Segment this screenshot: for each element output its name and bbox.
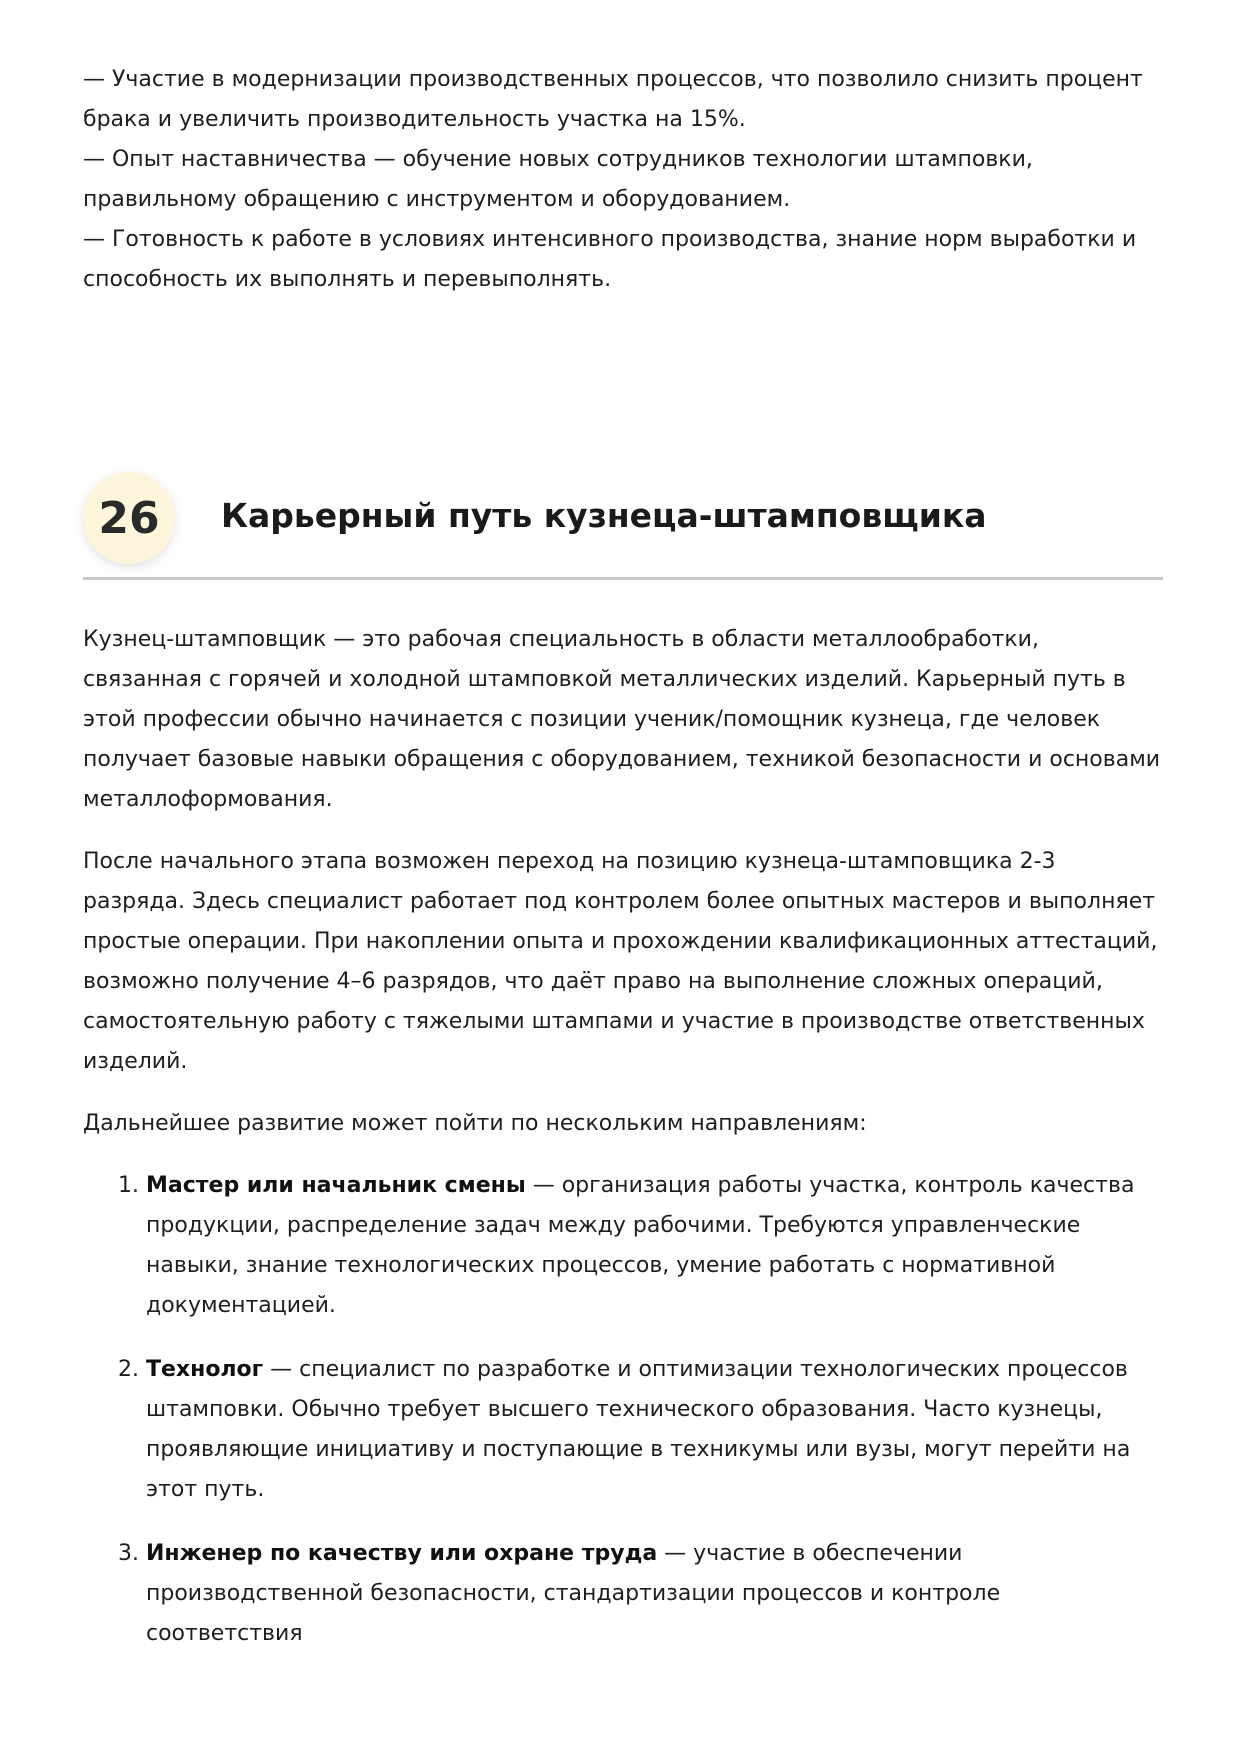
intro-line: правильному обращению с инструментом и оборудованием. xyxy=(83,187,791,212)
paragraph: Кузнец-штамповщик — это рабочая специальность в области металлообработки, связанная с горячей и холодной штамповкой металлических изделий. Карьерный путь в этой профессии обычно начинается с позиции ученик/помощник кузнеца, где человек получает базовые навыки обращения с оборудованием, техникой безопасности и основами металлоформования. xyxy=(83,627,1161,812)
intro-line: — Опыт наставничества — обучение новых сотрудников технологии штамповки, xyxy=(83,147,1033,172)
intro-block xyxy=(83,60,1163,300)
intro-line: способность их выполнять и перевыполнять. xyxy=(83,267,612,292)
paragraph: Дальнейшее развитие может пойти по нескольким направлениям: xyxy=(83,1111,867,1136)
section-number-badge: 26 xyxy=(83,472,175,564)
intro-line: брака и увеличить производительность участка на 15%. xyxy=(83,107,746,132)
section-title: Карьерный путь кузнеца-штамповщика xyxy=(221,496,987,535)
section-body xyxy=(83,620,1163,1678)
direction-term: Технолог xyxy=(146,1357,264,1382)
list-item xyxy=(146,1534,1163,1654)
directions-list xyxy=(83,1166,1163,1654)
direction-term: Инженер по качеству или охране труда xyxy=(146,1541,658,1566)
section-header xyxy=(83,470,1163,580)
list-item xyxy=(146,1166,1163,1326)
direction-text: — участие в обеспечении производственной безопасности, стандартизации процессов и контроле соответствия xyxy=(146,1541,1001,1646)
paragraph: После начального этапа возможен переход на позицию кузнеца-штамповщика 2-3 разряда. Здесь специалист работает под контролем более опытных мастеров и выполняет простые операции. При накоплении опыта и прохождении квалификационных аттестаций, возможно получение 4–6 разрядов, что даёт право на выполнение сложных операций, самостоятельную работу с тяжелыми штампами и участие в производстве ответственных изделий. xyxy=(83,849,1158,1074)
list-item xyxy=(146,1350,1163,1510)
intro-line: — Участие в модернизации производственных процессов, что позволило снизить процент xyxy=(83,67,1143,92)
direction-term: Мастер или начальник смены xyxy=(146,1173,526,1198)
intro-line: — Готовность к работе в условиях интенсивного производства, знание норм выработки и xyxy=(83,227,1137,252)
direction-text: — специалист по разработке и оптимизации технологических процессов штамповки. Обычно требует высшего технического образования. Часто кузнецы, проявляющие инициативу и поступающие в техникумы или вузы, могут перейти на этот путь. xyxy=(146,1357,1131,1502)
direction-text: — организация работы участка, контроль качества продукции, распределение задач между рабочими. Требуются управленческие навыки, знание технологических процессов, умение работать с нормативной документацией. xyxy=(146,1173,1135,1318)
